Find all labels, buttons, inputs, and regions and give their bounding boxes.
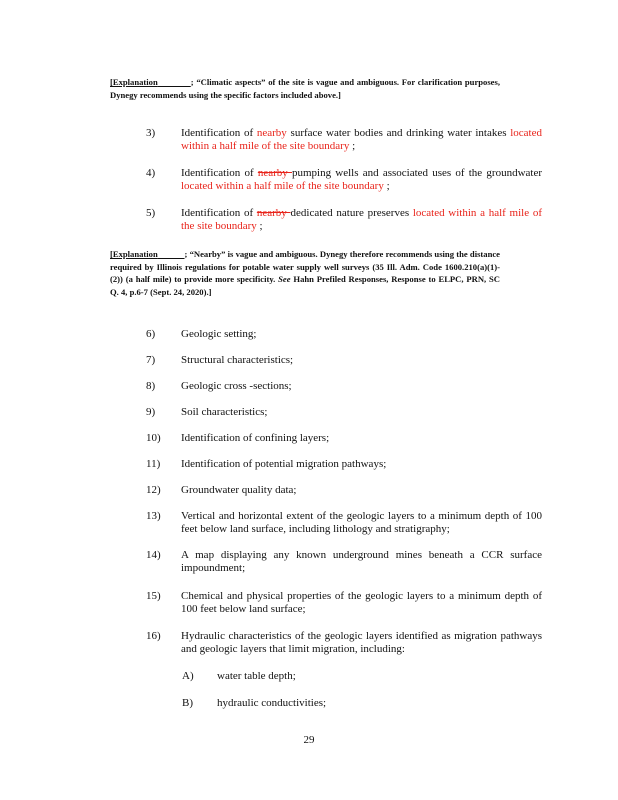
inserted-text: located within a half mile of the site boundary [181, 207, 542, 232]
list-item-6: 6) Geologic setting; [146, 328, 257, 340]
inserted-text: nearby [256, 127, 287, 139]
deleted-text: nearby [256, 207, 291, 219]
deleted-text: nearby [257, 167, 292, 179]
list-item-9: 9) Soil characteristics; [146, 406, 268, 418]
inserted-text: located within a half mile of the site boundary [181, 127, 542, 152]
item-number: 5) [146, 207, 156, 219]
list-item-11: 11) Identification of potential migration pathways; [146, 458, 387, 470]
sub-item-a: A) water table depth; [182, 670, 296, 682]
explanation-note-nearby: [Explanation ; “Nearby” is vague and ambiguous. Dynegy therefore recommends using the distance required by Illinois regulations for potable water supply well surveys (35 Ill. Adm. Code 1600.210(a)(1)-(2)) (a half mile) to provide more specificity. See Hahn Prefiled Responses, Response to ELPC, PRN, SC Q. 4, p.6-7 (Sept. 24, 2020).] [110, 249, 500, 297]
list-item-10: 10) Identification of confining layers; [146, 432, 330, 444]
list-item-8: 8) Geologic cross -sections; [146, 380, 292, 392]
item-number: 3) [146, 127, 156, 139]
list-item-12: 12) Groundwater quality data; [146, 484, 297, 496]
list-item-14: 14) A map displaying any known underground mines beneath a CCR surface impoundment; [146, 549, 542, 574]
explanation-note-climatic [110, 76, 500, 101]
explanation-label: [Explanation [110, 77, 158, 87]
explanation-label: [Explanation [110, 249, 158, 259]
list-item-7: 7) Structural characteristics; [146, 354, 294, 366]
list-item-15: 15) Chemical and physical properties of the geologic layers to a minimum depth of 100 feet below land surface; [146, 590, 542, 615]
item-number: 4) [146, 167, 156, 179]
sub-item-b: B) hydraulic conductivities; [182, 697, 327, 709]
list-item-4: 4) Identification of nearby pumping wells and associated uses of the groundwater located within a half mile of the site boundary ; [146, 167, 542, 192]
page-number: 29 [303, 734, 315, 746]
list-item-13: 13) Vertical and horizontal extent of the geologic layers to a minimum depth of 100 feet below land surface, including lithology and stratigraphy; [146, 510, 542, 535]
inserted-text: located within a half mile of the site boundary [181, 180, 384, 192]
list-item-5: 5) Identification of nearby dedicated nature preserves located within a half mile of the site boundary ; [146, 207, 542, 232]
list-item-3: 3) Identification of nearby surface water bodies and drinking water intakes located within a half mile of the site boundary ; [146, 127, 542, 152]
explanation-text: ; “Climatic aspects” of the site is vague and ambiguous. For clarification purposes, Dynegy recommends using the specific factors included above.] [110, 77, 500, 100]
list-item-16: 16) Hydraulic characteristics of the geologic layers identified as migration pathways and geologic layers that limit migration, including: [146, 630, 542, 655]
